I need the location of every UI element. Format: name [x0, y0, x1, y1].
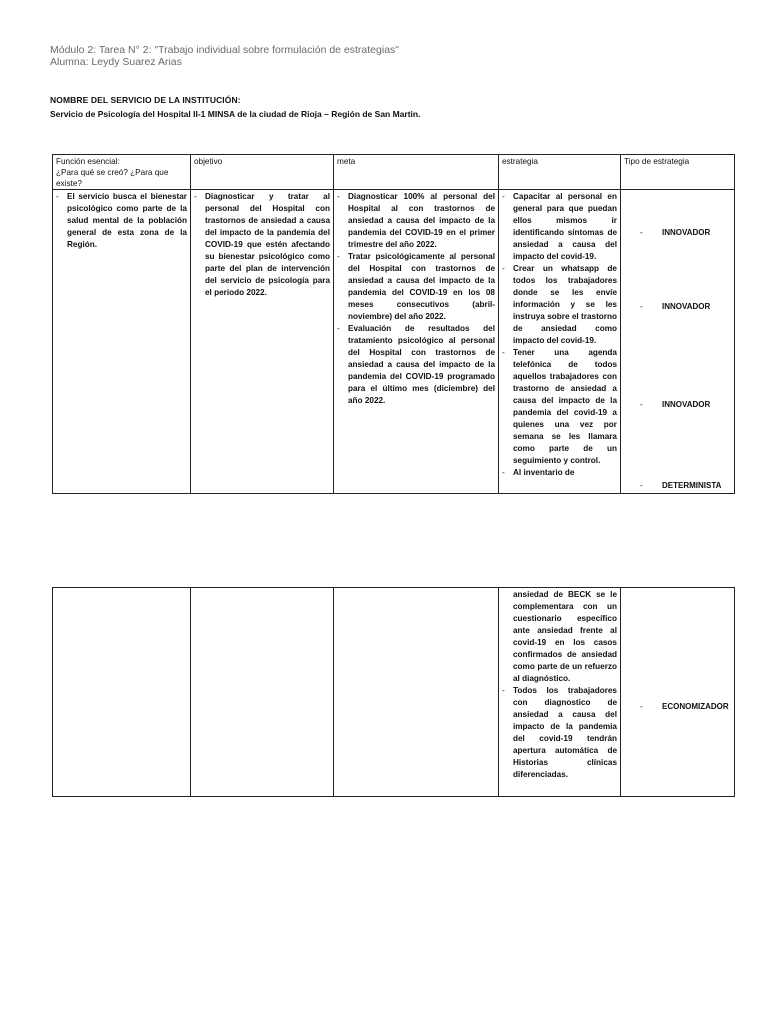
header-tipo-estrategia: Tipo de estrategia: [621, 155, 735, 190]
list-item: - Diagnosticar y tratar al personal del Hospital con trastornos de ansiedad a causa del impacto de la pandemia del COVID-19 que estén afectando su bienestar psicológico como parte del plan de intervención del servicio de psicología para el periodo 2022.: [194, 192, 330, 297]
cell-tipo: [621, 190, 735, 494]
document-header-module: Módulo 2: Tarea N° 2: "Trabajo individual sobre formulación de estrategias": [50, 44, 400, 56]
cell-estrategia: [499, 588, 621, 797]
tipo-label: - INNOVADOR: [640, 302, 711, 311]
list-item: - El servicio busca el bienestar psicológico como parte de la salud mental de la población general de esta zona de la Región.: [56, 192, 187, 249]
tipo-label: - DETERMINISTA: [640, 481, 722, 490]
table-row: [53, 190, 735, 494]
header-funcion: Función esencial: ¿Para qué se creó? ¿Para que existe?: [53, 155, 191, 190]
cell-objetivo: [191, 190, 334, 494]
tipo-label: - ECONOMIZADOR: [640, 702, 729, 711]
strategy-table: [52, 154, 735, 494]
header-objetivo: objetivo: [191, 155, 334, 190]
list-item: - Crear un whatsapp de todos los trabajadores donde se les envíe información y se les instruya sobre el trastorno de ansiedad como impacto del covid-19.: [502, 264, 617, 345]
cell-tipo: [621, 588, 735, 797]
document-header-student: Alumna: Leydy Suarez Arias: [50, 56, 182, 68]
table-header-row: [53, 155, 735, 190]
service-heading: NOMBRE DEL SERVICIO DE LA INSTITUCIÓN:: [50, 95, 241, 105]
cell-meta: [334, 190, 499, 494]
tipo-label: - INNOVADOR: [640, 400, 711, 409]
list-item: - Todos los trabajadores con diagnostico de ansiedad a causa del impacto de la pandemia del covid-19 tendrán apertura automática de Historias clínicas diferenciadas.: [502, 686, 617, 779]
cell-funcion: [53, 588, 191, 797]
service-name: Servicio de Psicología del Hospital II-1 MINSA de la ciudad de Rioja – Región de San Martin.: [50, 109, 421, 119]
cell-objetivo: [191, 588, 334, 797]
list-item: - Al inventario de: [502, 468, 575, 477]
header-meta: meta: [334, 155, 499, 190]
header-estrategia: estrategia: [499, 155, 621, 190]
list-item: - Evaluación de resultados del tratamiento psicológico al personal del Hospital con trastornos de ansiedad a causa del impacto de la pandemia del COVID-19 programado para el último mes (diciembre) del año 2022.: [337, 324, 495, 405]
list-item: - Tener una agenda telefónica de todos aquellos trabajadores con trastorno de ansiedad a causa del impacto de la pandemia del covid-19 a quienes una vez por semana se les llamara como parte de un seguimiento y control.: [502, 348, 617, 465]
cell-meta: [334, 588, 499, 797]
cell-funcion: [53, 190, 191, 494]
strategy-table-continued: [52, 587, 735, 797]
tipo-label: - INNOVADOR: [640, 228, 711, 237]
list-item: - Diagnosticar 100% al personal del Hospital al con trastornos de ansiedad a causa del impacto de la pandemia del COVID-19 en el primer trimestre del año 2022.: [337, 192, 495, 249]
table-row: [53, 588, 735, 797]
list-item: - Capacitar al personal en general para que puedan ellos mismos ir identificando síntomas de ansiedad a causa del impacto del covid-19.: [502, 192, 617, 261]
cell-estrategia: [499, 190, 621, 494]
list-item-continued: ansiedad de BECK se le complementara con un cuestionario específico ante ansiedad frente al covid-19 en los casos confirmados de ansiedad como parte de un refuerzo al diagnóstico.: [513, 590, 617, 683]
list-item: - Tratar psicológicamente al personal del Hospital con trastornos de ansiedad a causa del impacto de la pandemia del COVID-19 en los 08 meses consecutivos (abril-noviembre) del año 2022.: [337, 252, 495, 321]
